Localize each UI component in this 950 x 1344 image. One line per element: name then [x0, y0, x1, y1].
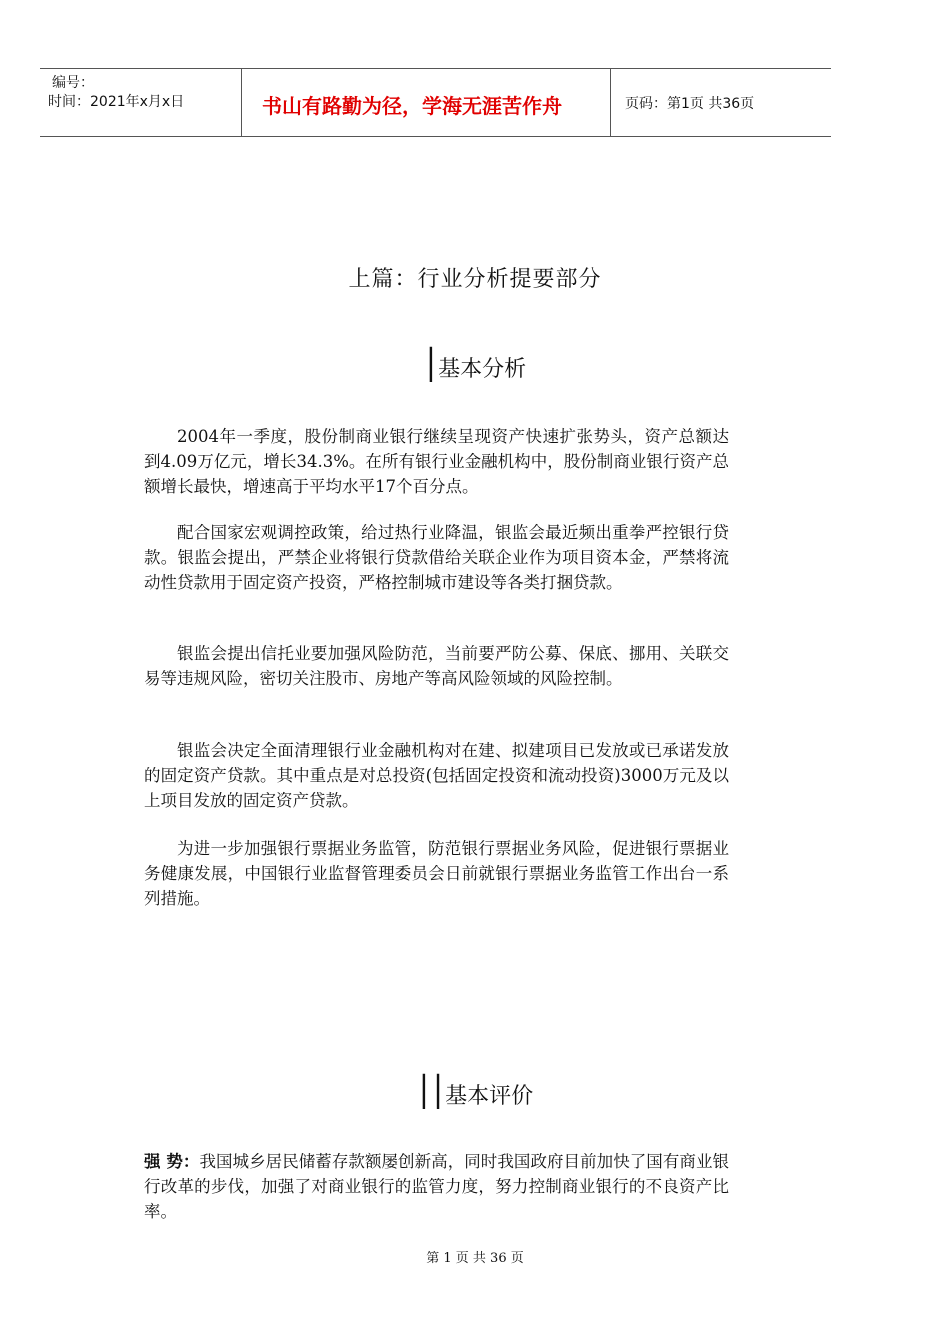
section-numeral: II: [416, 1065, 446, 1121]
strength-text: 我国城乡居民储蓄存款额屡创新高，同时我国政府目前加快了国有商业银行改革的步伐，加强了对商业银行的监管力度，努力控制商业银行的不良资产比率。: [144, 1152, 730, 1221]
strength-paragraph: [144, 1149, 729, 1224]
header-motto-cell: [241, 69, 611, 136]
main-title: 上篇：行业分析提要部分: [348, 267, 602, 292]
section-heading-basic-evaluation: [0, 1065, 950, 1121]
header-meta: [40, 69, 240, 136]
header-page-info: 页码：第1页 共36页: [625, 96, 755, 112]
header-motto: 书山有路勤为径，学海无涯苦作舟: [262, 94, 562, 118]
page-header: [40, 68, 831, 137]
document-time-label: 时间：2021年x月x日: [48, 94, 185, 110]
page-footer: 第 1 页 共 36 页: [426, 1251, 524, 1266]
paragraph: 2004年一季度，股份制商业银行继续呈现资产快速扩张势头，资产总额达到4.09万亿元，增长34.3%。在所有银行业金融机构中，股份制商业银行资产总额增长最快，增速高于平均水平17个百分点。: [144, 427, 729, 496]
paragraph: 银监会决定全面清理银行业金融机构对在建、拟建项目已发放或已承诺发放的固定资产贷款。其中重点是对总投资(包括固定投资和流动投资)3000万元及以上项目发放的固定资产贷款。: [144, 741, 729, 810]
paragraph: 为进一步加强银行票据业务监管，防范银行票据业务风险，促进银行票据业务健康发展，中国银行业监督管理委员会日前就银行票据业务监管工作出台一系列措施。: [144, 839, 729, 908]
paragraph: 银监会提出信托业要加强风险防范，当前要严防公募、保底、挪用、关联交易等违规风险，密切关注股市、房地产等高风险领域的风险控制。: [144, 644, 729, 688]
section-numeral: I: [423, 338, 439, 394]
document-number-label: 编号：: [52, 75, 94, 91]
section-title: 基本分析: [438, 357, 527, 382]
section-title: 基本评价: [445, 1084, 534, 1109]
strength-label: 强 势：: [144, 1152, 200, 1171]
section-heading-basic-analysis: [0, 338, 950, 394]
paragraph: 配合国家宏观调控政策，给过热行业降温，银监会最近频出重拳严控银行贷款。银监会提出，严禁企业将银行贷款借给关联企业作为项目资本金，严禁将流动性贷款用于固定资产投资，严格控制城市建设等各类打捆贷款。: [144, 523, 729, 592]
